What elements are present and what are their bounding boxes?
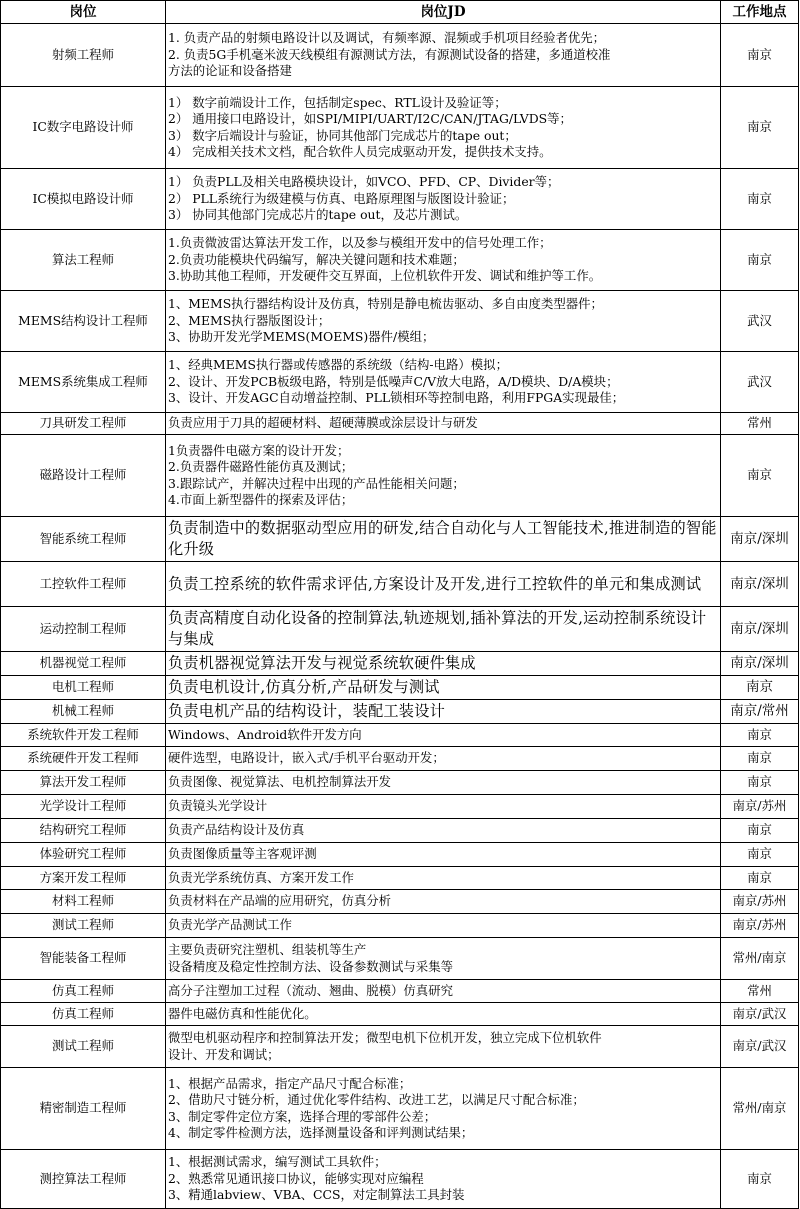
job-description-line: 负责光学系统仿真、方案开发工作 — [168, 869, 354, 885]
table-row — [1, 435, 799, 517]
job-description-line: 1. 负责产品的射频电路设计以及调试，有频率源、混频或手机项目经验者优先； — [168, 30, 606, 46]
table-row — [1, 819, 799, 843]
job-title-cell: 系统硬件开发工程师 — [1, 747, 166, 771]
job-description-cell — [166, 795, 721, 819]
job-description-line: 2） PLL系统行为级建模与仿真、电路原理图与版图设计验证； — [168, 190, 515, 206]
job-description-line: 1、经典MEMS执行器或传感器的系统级（结构-电路）模拟； — [168, 357, 508, 373]
job-description-line: 1、根据测试需求，编写测试工具软件； — [168, 1154, 387, 1170]
job-description-line: 2） 通用接口电路设计，如SPI/MIPI/UART/I2C/CAN/JTAG/LVDS等； — [168, 111, 572, 126]
job-description-line: 3、设计、开发AGC自动增益控制、PLL锁相环等控制电路，利用FPGA实现最佳； — [168, 390, 625, 406]
job-location-cell: 南京 — [721, 819, 799, 843]
job-title-cell: 电机工程师 — [1, 676, 166, 700]
job-title-cell: 算法开发工程师 — [1, 771, 166, 795]
job-description-cell — [166, 1026, 721, 1068]
job-location-cell: 南京 — [721, 1150, 799, 1209]
job-description-cell — [166, 352, 721, 413]
job-description-cell — [166, 517, 721, 562]
job-description-line: 2、借助尺寸链分析，通过优化零件结构、改进工艺，以满足尺寸配合标准； — [168, 1092, 585, 1107]
job-title-cell: 材料工程师 — [1, 890, 166, 914]
table-row — [1, 1003, 799, 1026]
job-description-cell — [166, 435, 721, 517]
job-title-cell: 射频工程师 — [1, 24, 166, 87]
table-row — [1, 676, 799, 700]
job-description-line: 负责光学产品测试工作 — [168, 917, 292, 933]
job-title-cell: 测控算法工程师 — [1, 1150, 166, 1209]
job-title-cell: MEMS结构设计工程师 — [1, 291, 166, 352]
job-location-cell: 南京 — [721, 87, 799, 169]
job-title-cell: 体验研究工程师 — [1, 843, 166, 867]
job-description-line: 负责制造中的数据驱动型应用的研发,结合自动化与人工智能技术,推进制造的智能化升级 — [168, 519, 717, 558]
job-description-cell — [166, 291, 721, 352]
job-location-cell: 南京 — [721, 230, 799, 291]
header-jd-cell: 岗位JD — [166, 1, 721, 24]
job-description-line: 1负责器件电磁方案的设计开发； — [168, 442, 350, 458]
job-description-line: 1、MEMS执行器结构设计及仿真，特别是静电梳齿驱动、多自由度类型器件； — [168, 296, 603, 312]
job-location-cell: 南京 — [721, 435, 799, 517]
job-description-line: 1） 数字前端设计工作，包括制定spec、RTL设计及验证等； — [168, 94, 507, 110]
job-title-cell: 工控软件工程师 — [1, 562, 166, 607]
job-title-cell: IC数字电路设计师 — [1, 87, 166, 169]
job-title-cell: 仿真工程师 — [1, 980, 166, 1003]
job-description-line: Windows、Android软件开发方向 — [168, 726, 362, 742]
job-description-line: 主要负责研究注塑机、组装机等生产 — [168, 942, 367, 957]
job-description-cell — [166, 1003, 721, 1026]
job-description-cell — [166, 676, 721, 700]
job-description-line: 3、协助开发光学MEMS(MOEMS)器件/模组； — [168, 329, 435, 345]
job-title-cell: 运动控制工程师 — [1, 607, 166, 652]
job-description-line: 负责应用于刀具的超硬材料、超硬薄膜或涂层设计与研发 — [168, 415, 478, 431]
job-title-cell: 光学设计工程师 — [1, 795, 166, 819]
table-row — [1, 352, 799, 413]
table-row — [1, 1026, 799, 1068]
job-description-line: 方法的论证和设备搭建 — [168, 63, 292, 79]
job-title-cell: 算法工程师 — [1, 230, 166, 291]
table-row — [1, 413, 799, 435]
job-title-cell: 方案开发工程师 — [1, 867, 166, 890]
job-title-cell: 精密制造工程师 — [1, 1068, 166, 1150]
table-row — [1, 867, 799, 890]
job-description-line: 设备精度及稳定性控制方法、设备参数测试与采集等 — [168, 958, 453, 974]
job-description-line: 高分子注塑加工过程（流动、翘曲、脱模）仿真研究 — [168, 982, 453, 998]
job-title-cell: 机械工程师 — [1, 700, 166, 724]
job-description-cell — [166, 724, 721, 747]
job-title-cell: 机器视觉工程师 — [1, 652, 166, 676]
table-row — [1, 771, 799, 795]
job-description-line: 3） 数字后端设计与验证，协同其他部门完成芯片的tape out； — [168, 127, 517, 143]
job-description-line: 2、MEMS执行器版图设计； — [168, 312, 331, 328]
job-description-line: 负责镜头光学设计 — [168, 798, 268, 814]
table-row — [1, 24, 799, 87]
job-title-cell: IC模拟电路设计师 — [1, 169, 166, 230]
header-location-cell: 工作地点 — [721, 1, 799, 24]
job-description-line: 2.负责器件磁路性能仿真及测试； — [168, 459, 354, 474]
job-location-cell: 南京/苏州 — [721, 890, 799, 914]
job-location-cell: 南京 — [721, 676, 799, 700]
job-location-cell: 南京/深圳 — [721, 607, 799, 652]
job-location-cell: 武汉 — [721, 291, 799, 352]
job-location-cell: 常州/南京 — [721, 938, 799, 980]
job-description-line: 1、根据产品需求，指定产品尺寸配合标准； — [168, 1075, 412, 1091]
table-row — [1, 607, 799, 652]
table-row — [1, 169, 799, 230]
job-title-cell: 测试工程师 — [1, 914, 166, 938]
job-description-line: 2.负责功能模块代码编写，解决关键问题和技术难题； — [168, 251, 465, 267]
table-row — [1, 938, 799, 980]
job-title-cell: 系统软件开发工程师 — [1, 724, 166, 747]
job-description-cell — [166, 700, 721, 724]
job-description-line: 负责电机产品的结构设计，装配工装设计 — [168, 702, 445, 720]
table-row — [1, 652, 799, 676]
job-description-cell — [166, 230, 721, 291]
job-description-cell — [166, 652, 721, 676]
job-description-line: 负责图像、视觉算法、电机控制算法开发 — [168, 774, 392, 790]
job-description-line: 4.市面上新型器件的探索及评估； — [168, 492, 354, 507]
job-description-line: 器件电磁仿真和性能优化。 — [168, 1005, 317, 1021]
table-row — [1, 291, 799, 352]
table-header-row — [1, 1, 799, 24]
job-description-cell — [166, 413, 721, 435]
job-description-line: 负责材料在产品端的应用研究，仿真分析 — [168, 893, 392, 909]
job-location-cell: 南京/深圳 — [721, 562, 799, 607]
job-description-line: 3.协助其他工程师，开发硬件交互界面，上位机软件开发、调试和维护等工作。 — [168, 268, 602, 284]
table-row — [1, 890, 799, 914]
job-location-cell: 南京/苏州 — [721, 795, 799, 819]
job-description-cell — [166, 24, 721, 87]
job-location-cell: 南京/武汉 — [721, 1003, 799, 1026]
job-title-cell: 智能装备工程师 — [1, 938, 166, 980]
table-row — [1, 724, 799, 747]
job-description-line: 2、设计、开发PCB板级电路，特别是低噪声C/V放大电路，A/D模块、D/A模块； — [168, 373, 619, 389]
table-row — [1, 1150, 799, 1209]
job-title-cell: 智能系统工程师 — [1, 517, 166, 562]
table-row — [1, 230, 799, 291]
job-description-cell — [166, 169, 721, 230]
job-location-cell: 南京 — [721, 771, 799, 795]
job-location-cell: 南京 — [721, 169, 799, 230]
job-description-cell — [166, 562, 721, 607]
job-location-cell: 南京/深圳 — [721, 517, 799, 562]
job-location-cell: 常州 — [721, 980, 799, 1003]
job-description-cell — [166, 980, 721, 1003]
table-row — [1, 517, 799, 562]
job-location-cell: 南京/深圳 — [721, 652, 799, 676]
job-description-line: 负责机器视觉算法开发与视觉系统软硬件集成 — [168, 654, 476, 672]
job-location-cell: 武汉 — [721, 352, 799, 413]
job-description-line: 4、制定零件检测方法，选择测量设备和评判测试结果； — [168, 1125, 474, 1140]
job-description-cell — [166, 87, 721, 169]
job-location-cell: 南京 — [721, 747, 799, 771]
job-description-line: 负责图像质量等主客观评测 — [168, 846, 317, 862]
job-description-line: 3、精通labview、VBA、CCS，对定制算法工具封装 — [168, 1187, 465, 1203]
job-description-line: 3） 协同其他部门完成芯片的tape out，及芯片测试。 — [168, 207, 468, 223]
job-location-cell: 常州/南京 — [721, 1068, 799, 1150]
job-description-cell — [166, 819, 721, 843]
job-description-line: 硬件选型，电路设计，嵌入式/手机平台驱动开发； — [168, 750, 445, 766]
job-description-cell — [166, 771, 721, 795]
table-row — [1, 843, 799, 867]
table-row — [1, 87, 799, 169]
job-title-cell: 磁路设计工程师 — [1, 435, 166, 517]
job-description-cell — [166, 607, 721, 652]
table-row — [1, 1068, 799, 1150]
job-description-line: 4） 完成相关技术文档，配合软件人员完成驱动开发，提供技术支持。 — [168, 144, 552, 159]
job-description-cell — [166, 867, 721, 890]
job-location-cell: 南京/常州 — [721, 700, 799, 724]
table-row — [1, 747, 799, 771]
header-title-cell: 岗位 — [1, 1, 166, 24]
job-title-cell: 测试工程师 — [1, 1026, 166, 1068]
job-description-cell — [166, 938, 721, 980]
job-description-line: 负责工控系统的软件需求评估,方案设计及开发,进行工控软件的单元和集成测试 — [168, 574, 702, 593]
job-description-line: 1） 负责PLL及相关电路模块设计，如VCO、PFD、CP、Divider等； — [168, 174, 560, 190]
job-location-cell: 南京 — [721, 724, 799, 747]
job-description-line: 负责产品结构设计及仿真 — [168, 822, 305, 838]
job-description-line: 负责电机设计,仿真分析,产品研发与测试 — [168, 678, 440, 696]
job-title-cell: 刀具研发工程师 — [1, 413, 166, 435]
job-description-line: 3、制定零件定位方案，选择合理的零部件公差； — [168, 1108, 437, 1124]
job-description-cell — [166, 1150, 721, 1209]
job-location-cell: 南京/武汉 — [721, 1026, 799, 1068]
job-title-cell: 仿真工程师 — [1, 1003, 166, 1026]
job-description-cell — [166, 890, 721, 914]
table-body — [1, 24, 799, 1209]
job-title-cell: MEMS系统集成工程师 — [1, 352, 166, 413]
job-location-cell: 南京/苏州 — [721, 914, 799, 938]
job-location-cell: 南京 — [721, 843, 799, 867]
job-description-cell — [166, 843, 721, 867]
table-row — [1, 700, 799, 724]
job-description-line: 3.跟踪试产，并解决过程中出现的产品性能相关问题； — [168, 475, 465, 491]
table-row — [1, 914, 799, 938]
job-description-line: 微型电机驱动程序和控制算法开发；微型电机下位机开发，独立完成下位机软件 — [168, 1030, 602, 1045]
table-row — [1, 795, 799, 819]
job-description-cell — [166, 1068, 721, 1150]
job-description-cell — [166, 747, 721, 771]
job-location-cell: 南京 — [721, 24, 799, 87]
job-description-line: 2、熟悉常见通讯接口协议，能够实现对应编程 — [168, 1170, 424, 1186]
job-location-cell: 南京 — [721, 867, 799, 890]
job-title-cell: 结构研究工程师 — [1, 819, 166, 843]
table-row — [1, 562, 799, 607]
job-description-line: 设计、开发和调试； — [168, 1046, 280, 1062]
job-description-line: 1.负责微波雷达算法开发工作，以及参与模组开发中的信号处理工作； — [168, 235, 552, 251]
job-description-line: 2. 负责5G手机毫米波天线模组有源测试方法，有源测试设备的搭建，多通道校准 — [168, 46, 611, 62]
job-location-cell: 常州 — [721, 413, 799, 435]
table-row — [1, 980, 799, 1003]
job-description-line: 负责高精度自动化设备的控制算法,轨迹规划,插补算法的开发,运动控制系统设计与集成 — [168, 609, 707, 648]
job-description-cell — [166, 914, 721, 938]
